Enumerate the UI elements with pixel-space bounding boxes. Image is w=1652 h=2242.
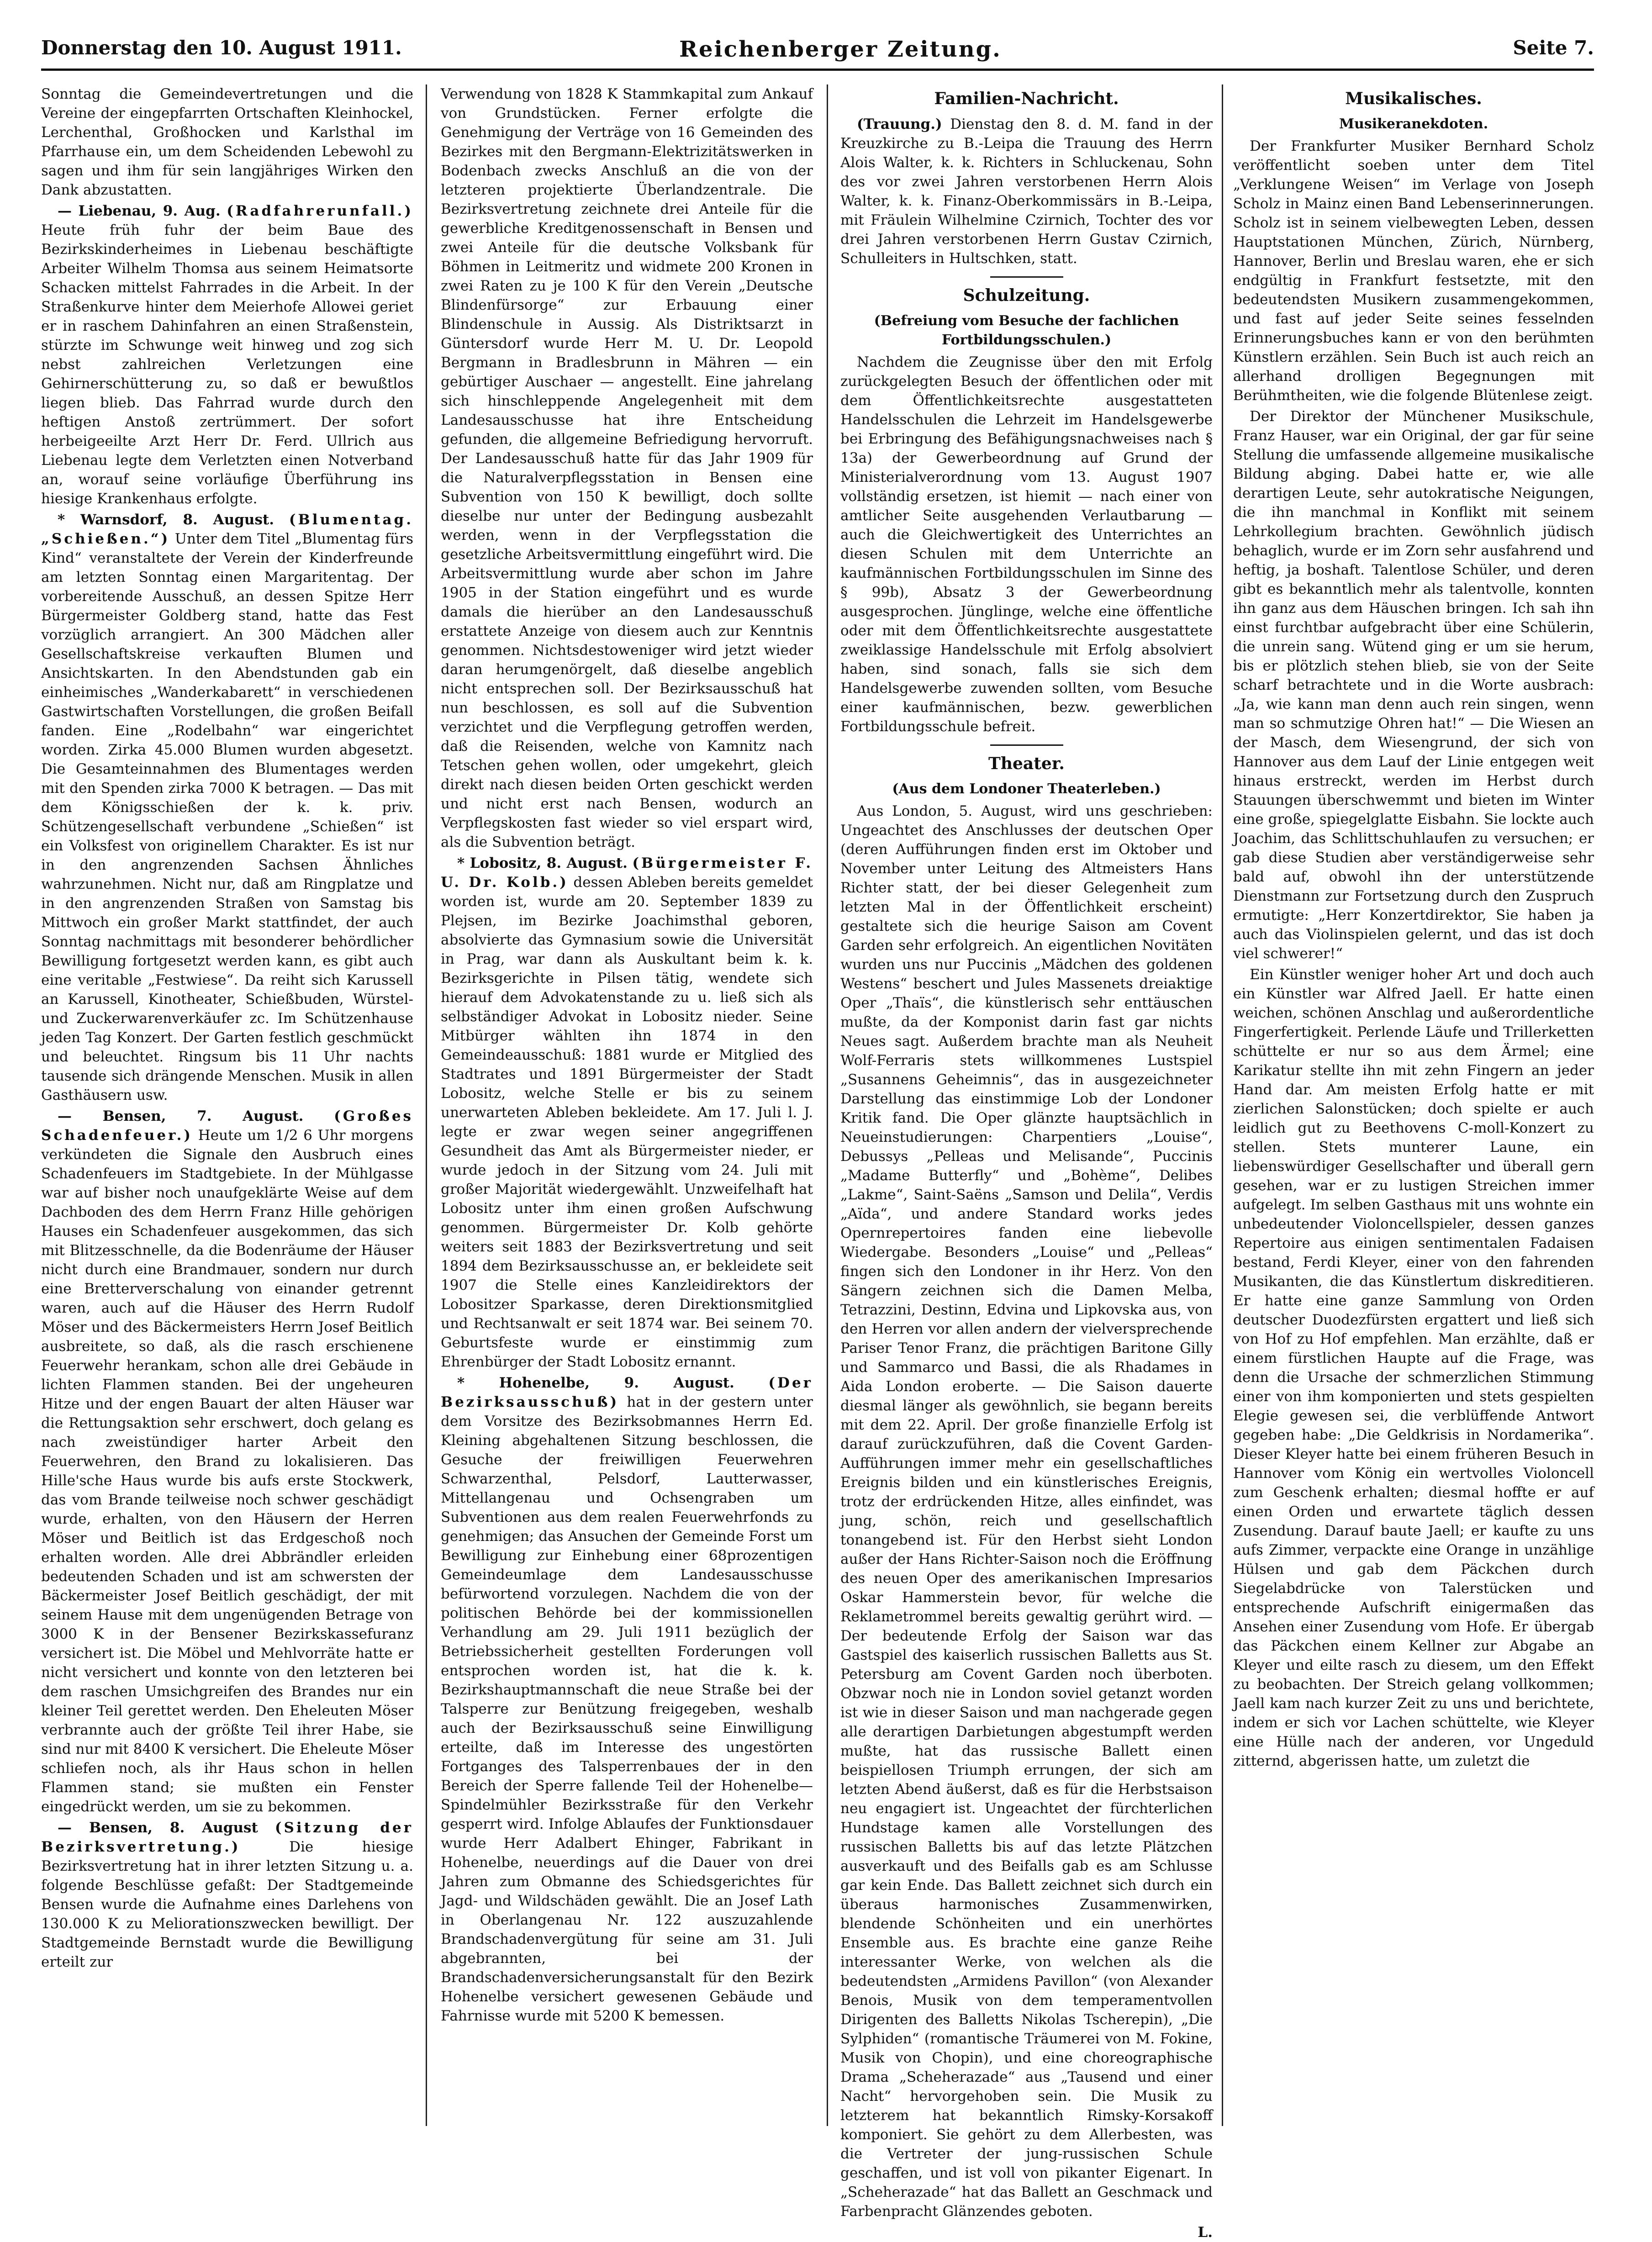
- article-text: Verwendung von 1828 K Stammkapital zum Ankauf von Grundstücken. Ferner erfolgte die Genehmigung der Verträge von 16 Gemeinden des Bezirkes mit den Bergmann-Elektrizitätswerken in Bodenbach zwecks Anschluß an die von der letzteren projektierte Überlandzentrale. Die Bezirksvertretung zeichnete drei Anteile für die gewerbliche Kreditgenossenschaft in Bensen und zwei Anteile für die deutsche Volksbank für Böhmen in Leitmeritz und widmete 200 Kronen in zwei Raten zu je 100 K für den Verein „Deutsche Blindenfürsorge“ zur Erbauung einer Blindenschule in Aussig. Als Distriktsarzt in Güntersdorf wurde Herr M. U. Dr. Leopold Bergmann in Bradlesbrunn in Mähren — ein gebürtiger Auschaer — angestellt. Eine jahrelang sich hinschleppende Angelegenheit mit dem Landesausschusse hat ihre Entscheidung gefunden, die allgemeine Befriedigung hervorruft. Der Landesausschuß hatte für das Jahr 1909 für die Naturalverpflegsstation in Bensen eine Subvention von 150 K bewilligt, doch sollte dieselbe nur unter der Bedingung ausbezahlt werden, wenn in der Verpflegsstation die gesetzliche Arbeitsvermittlung eingeführt wird. Die Arbeitsvermittlung wurde aber schon im Jahre 1905 in der Station eingeführt und es wurde damals die hierüber an den Landesausschuß erstattete Anzeige von diesem auch zur Kenntnis genommen. Nichtsdestoweniger wird jetzt wieder daran herumgenörgelt, daß dieselbe angeblich nicht entsprechen soll. Der Bezirksausschuß hat nun beschlossen, es soll auf die Subvention verzichtet und die Verpflegung getroffen werden, daß die Reisenden, welche von Kamnitz nach Tetschen gehen wollen, oder umgekehrt, gleich direkt nach diesen beiden Orten geschickt werden und nicht erst nach Bensen, wodurch an Verpflegskosten fast wieder so viel erspart wird, als die Subvention beträgt.: [441, 86, 813, 850]
- column-4: [1233, 84, 1594, 2126]
- article: [41, 1107, 413, 1816]
- article-title: (Bürgermeister F. U. Dr. Kolb.): [441, 855, 813, 891]
- article: [41, 1818, 413, 1972]
- article-title: (Großes Schadenfeuer.): [41, 1108, 413, 1144]
- article-title: (Befreiung vom Besuche der fachlichen Fortbildungsschulen.): [874, 313, 1179, 348]
- article-text: Heute um 1/2 6 Uhr morgens verkündeten die Signale den Ausbruch eines Schadenfeuers im Stadtgebiete. In der Mühlgasse war auf bisher noch unaufgeklärte Weise auf dem Dachboden des dem Herrn Franz Hille gehörigen Hauses ein Schadenfeuer ausgekommen, das sich mit Blitzesschnelle, da die Bodenräume der Häuser nicht durch eine Brandmauer, sondern nur durch eine Bretterverschalung von einander getrennt waren, auch auf die Häuser des Herrn Rudolf Möser und des Bäckermeisters Herrn Josef Beitlich ausbreitete, so daß, als die rasch erschienene Feuerwehr herankam, schon alle drei Gebäude in lichten Flammen standen. Bei der ungeheuren Hitze und der engen Bauart der alten Häuser war die Rettungsaktion sehr erschwert, doch gelang es nach zweistündiger harter Arbeit den Feuerwehren, den Brand zu lokalisieren. Das Hille'sche Haus wurde bis aufs erste Stockwerk, das vom Brande teilweise noch schwer geschädigt wurde, erhalten, von den Häusern der Herren Möser und Beitlich ist das Erdgeschoß noch erhalten worden. Alle drei Abbrändler erleiden bedeutenden Schaden und ist am schwersten der Bäckermeister Josef Beitlich geschädigt, der mit seinem Hause mit dem ungenügenden Betrage von 3000 K in der Bensener Bezirkskassefuranz versichert ist. Die Möbel und Mehlvorräte hatte er nicht versichert und konnte von den letzteren bei dem raschen Umsichgreifen des Brandes nur ein kleiner Teil gerettet werden. Den Eheleuten Möser verbrannte auch der größte Teil ihrer Habe, sie sind nur mit 8400 K versichert. Die Eheleute Möser schliefen noch, als ihr Haus schon in hellen Flammen stand; sie mußten ein Fenster eingedrückt werden, um sie zu bekommen.: [41, 1127, 413, 1815]
- article-dateline: * Warnsdorf, 8. August.: [58, 512, 274, 528]
- article-title: (Aus dem Londoner Theaterleben.): [892, 781, 1161, 797]
- column-divider: [1222, 84, 1223, 2126]
- article: [41, 510, 413, 1105]
- article-title: (Radfahrerunfall.): [227, 203, 414, 219]
- article-text: Heute früh fuhr der beim Baue des Bezirkskinderheimes in Liebenau beschäftigte Arbeiter Wilhelm Thomsa aus seinem Heimatsorte Schacken mittelst Fahrrades in die Arbeit. In der Straßenkurve hinter dem Meierhofe Allowei geriet er in raschem Dahinfahren an einen Straßenstein, stürzte im Schwunge weit hinweg und zog sich nebst zahlreichen Verletzungen eine Gehirnerschütterung zu, so daß er bewußtlos liegen blieb. Das Fahrrad wurde durch den heftigen Anstoß zertrümmert. Der sofort herbeigeeilte Arzt Herr Dr. Ferd. Ullrich aus Liebenau legte dem Verletzten einen Notverband an, worauf seine vorläufige Überführung ins hiesige Krankenhaus erfolgte.: [41, 222, 413, 507]
- article-text: Unter dem Titel „Blumentag fürs Kind“ veranstaltete der Verein der Kinderfreunde am letzten Sonntag einen Margaritentag. Der vorbereitende Ausschuß, an dessen Spitze Herr Bürgermeister Goldberg stand, hatte das Fest vorzüglich arrangiert. An 300 Mädchen aller Gesellschaftskreise verkauften Blumen und Ansichtskarten. In den Abendstunden gab ein einheimisches „Wanderkabarett“ in verschiedenen Gastwirtschaften Vorstellungen, die großen Beifall fanden. Eine „Rodelbahn“ war eingerichtet worden. Zirka 45.000 Blumen wurden abgesetzt. Die Gesamteinnahmen des Blumentages werden mit den Spenden zirka 7000 K betragen. — Das mit dem Königsschießen der k. k. priv. Schützengesellschaft verbundene „Schießen“ ist ein Volksfest von originellem Charakter. Es ist nur in den angrenzenden Sachsen Ähnliches wahrzunehmen. Nicht nur, daß am Ringplatze und in den angrenzenden Straßen von Samstag bis Mittwoch ein großer Markt stattfindet, der auch Sonntag nachmittags mit besonderer behördlicher Bewilligung fortgesetzt werden kann, es gibt auch eine veritable „Festwiese“. Da reiht sich Karussell an Karussell, Kinotheater, Schießbuden, Würstel- und Zuckerwarenverkäufer zc. Im Schützenhause jeden Tag Konzert. Der Garten festlich geschmückt und beleuchtet. Ringsum bis 11 Uhr nachts tausende sich drängende Menschen. Musik in allen Gasthäusern usw.: [41, 531, 414, 1103]
- section-heading-school: Schulzeitung.: [963, 286, 1090, 305]
- page-number: Seite 7.: [1513, 37, 1594, 59]
- article-dateline: * Lobositz, 8. August.: [457, 855, 628, 871]
- article-text: Aus London, 5. August, wird uns geschrieben: Ungeachtet des Anschlusses der deutschen Oper (deren Aufführungen finden erst im Oktober und November unter Leitung des Altmeisters Hans Richter statt, der bei dieser Gelegenheit zum letzten Mal in der Öffentlichkeit erscheint) gestaltete sich die heurige Saison am Covent Garden sehr erfolgreich. An eigentlichen Novitäten wurden uns nur Puccinis „Mädchen des goldenen Westens“ beschert und Jules Massenets dreiaktige Oper „Thaïs“, die künstlerisch sehr enttäuschen mußte, da der Komponist darin fast gar nichts Neues sagt. Außerdem brachte man als Neuheit Wolf-Ferraris stets willkommenes Lustspiel „Susannens Geheimnis“, das in ausgezeichneter Darstellung das einstimmige Lob der Londoner Kritik fand. Die Oper glänzte hauptsächlich in Neueinstudierungen: Charpentiers „Louise“, Debussys „Pelleas und Melisande“, Puccinis „Madame Butterfly“ und „Bohème“, Delibes „Lakme“, Saint-Saëns „Samson und Delila“, Verdis „Aïda“, und andere Standard works jedes Opernrepertoires fanden eine liebevolle Wiedergabe. Besonders „Louise“ und „Pelleas“ fingen sich den Londoner in ihr Herz. Von den Sängern zeichnen sich die Damen Melba, Tetrazzini, Destinn, Edvina und Lipkovska aus, von den Herren vor allen andern der vielversprechende Pariser Tenor Franz, die prächtigen Baritone Gilly und Sammarco und Bassi, die als Rhadames in Aida London eroberte. — Die Saison dauerte diesmal länger als gewöhnlich, sie begann bereits mit dem 22. April. Der große finanzielle Erfolg ist darauf zurückzuführen, daß die Covent Garden-Aufführungen immer mehr ein gesellschaftliches Ereignis bilden und ein künstlerisches Ereignis, trotz der erdrückenden Hitze, alles einfindet, was jung, schön, reich und gesellschaftlich tonangebend ist. Für den Herbst sieht London außer der Hans Richter-Saison noch die Eröffnung des neuen Oper des amerikanischen Impresarios Oskar Hammerstein bevor, für welche die Reklametrommel bereits gewaltig gerührt wird. — Der bedeutende Erfolg der Saison war das Gastspiel des kaiserlich russischen Balletts aus St. Petersburg am Covent Garden noch überboten. Obzwar noch nie in London soviel getanzt worden ist wie in dieser Saison und man nachgerade gegen alle derartigen Darbietungen abgestumpft werden mußte, hat das russische Ballett einen beispiellosen Triumph errungen, der sich am letzten Abend äußerst, daß es für die Herbstsaison neu engagiert ist. Ungeachtet der fürchterlichen Hundstage kamen alle Vorstellungen des russischen Balletts bis auf das letzte Plätzchen ausverkauft und des Beifalls gab es am Schlusse gar kein Ende. Das Ballett zeichnet sich durch ein überaus harmonisches Zusammenwirken, blendende Schönheiten und ein unerhörtes Ensemble aus. Es brachte eine ganze Reihe interessanter Werke, von welchen als die bedeutendsten „Armidens Pavillon“ (von Alexander Benois, Musik von dem temperamentvollen Dirigenten des Balletts Nikolas Tscherepin), „Die Sylphiden“ (romantische Träumerei von M. Fokine, Musik von Chopin), und eine choreographische Drama „Scheherazade“ aus „Tausend und einer Nacht“ hervorgehoben sein. Die Musik zu letzterem hat bekanntlich Rimsky-Korsakoff komponiert. Sie gehört zu dem Allerbesten, was die Vertreter der jung-russischen Schule geschaffen, und ist voll von pikanter Eigenart. In „Scheherazade“ hat das Ballett an Geschmack und Farbenpracht Glänzendes geboten.: [840, 803, 1213, 2220]
- masthead-rule: [41, 69, 1594, 71]
- article-dateline: — Bensen, 7. August.: [58, 1108, 304, 1124]
- article-text: Ein Künstler weniger hoher Art und doch auch ein Künstler war Alfred Jaell. Er hatte einen weichen, schönen Anschlag und außerordentliche Fingerfertigkeit. Perlende Läufe und Trillerketten schüttelte er nur so aus dem Ärmel; eine Karikatur stellte ihn mit zehn Fingern an jeder Hand dar. Am meisten Erfolg hatte er mit zierlichen Salonstücken; doch spielte er auch leidlich gut zu Beethovens C-moll-Konzert zu stellen. Stets munterer Laune, ein liebenswürdiger Gesellschafter und überall gern gesehen, war er zu lustigen Streichen immer aufgelegt. Im selben Gasthaus mit uns wohnte ein unbedeutender Violoncellspieler, dessen ganzes Repertoire aus einigen sentimentalen Fadaisen bestand, Ferdi Kleyer, einer von den fahrenden Musikanten, die das Künstlertum diskreditieren. Er hatte eine ganze Sammlung von Orden deutscher Duodezfürsten ergattert und ließ sich von Hof zu Hof empfehlen. Man erzählte, daß er einem fürstlichen Haupte auf die Frage, was denn die Ursache der schmerzlichen Stimmung einer von ihm komponierten und stets gespielten Elegie gewesen sei, die verblüffende Antwort gegeben habe: „Die Geldkrisis in Nordamerika“. Dieser Kleyer hatte bei einem früheren Besuch in Hannover vom König ein wertvolles Violoncell zum Geschenk erhalten; diesmal hoffte er auf einen Orden und erwartete täglich dessen Zusendung. Darauf baute Jaell; er kaufte zu uns aufs Zimmer, verpackte eine Orange in unzählige Hülsen und gab dem Päckchen durch Siegelabdrücke von Talerstücken und entsprechende Aufschrift einigermaßen das Ansehen einer Zusendung vom Hofe. Er übergab das Päckchen einem Kellner zur Abgabe an Kleyer und eilte rasch zu diesem, um den Effekt zu beobachten. Der Streich gelang vollkommen; Jaell kam nach kurzer Zeit zu uns und berichtete, indem er sich vor Lachen schüttelte, wie Kleyer eine Hülle nach der anderen, vor Ungeduld zitternd, abgerissen hatte, um zuletzt die: [1233, 966, 1594, 1769]
- article-title: (Trauung.): [857, 116, 942, 132]
- article-text: Sonntag die Gemeindevertretungen und die Vereine der eingepfarrten Ortschaften Kleinhockel, Lerchenthal, Großhocken und Karlsthal im Pfarrhause ein, um dem Scheidenden Lebewohl zu sagen und ihm für sein langjähriges Wirken den Dank abzustatten.: [41, 86, 413, 198]
- article-dateline: — Bensen, 8. August: [58, 1820, 258, 1836]
- article-text: Der Frankfurter Musiker Bernhard Scholz veröffentlicht soeben unter dem Titel „Verklungene Weisen“ im Verlage von Joseph Scholz in Mainz einen Band Lebenserinnerungen. Scholz ist in seinem vielbewegten Leben, dessen Hauptstationen München, Zürich, Nürnberg, Hannover, Berlin und Breslau waren, ehe er sich endgültig in Frankfurt festsetzte, mit den bedeutendsten Musikern zusammengekommen, und fast auf jeder Seite seines fesselnden Erinnerungsbuches kann er von den berühmten Künstlern erzählen. Sein Buch ist auch reich an allerhand drolligen Begegnungen mit Berühmtheiten, wie die folgende Blütenlese zeigt.: [1233, 138, 1594, 404]
- article-text: Dienstag den 8. d. M. fand in der Kreuzkirche zu B.-Leipa die Trauung des Herrn Alois Walter, k. k. Richters in Schluckenau, Sohn des vor zwei Jahren verstorbenen Herrn Alois Walter, k. k. Finanz-Oberkommissärs in B.-Leipa, mit Fräulein Wilhelmine Czirnich, Tochter des vor drei Jahren verstorbenen Herrn Gustav Czirnich, Schulleiters in Hultschken, statt.: [840, 116, 1213, 267]
- section-heading-family: Familien-Nachricht.: [934, 89, 1119, 108]
- section-divider: [990, 276, 1063, 278]
- newspaper-title: Reichenberger Zeitung.: [679, 37, 1002, 62]
- article-title: Musikeranekdoten.: [1339, 116, 1488, 132]
- article: [441, 1373, 813, 2026]
- article-text: hat in der gestern unter dem Vorsitze des Bezirksobmannes Herrn Ed. Kleining abgehaltenen Sitzung beschlossen, die Gesuche der freiwilligen Feuerwehren Schwarzenthal, Pelsdorf, Lautterwasser, Mittellangenau und Ochsengraben um Subventionen aus dem realen Feuerwehrfonds zu genehmigen; das Ansuchen der Gemeinde Forst um Bewilligung zur Einhebung einer 68prozentigen Gemeindeumlage dem Landesausschusse befürwortend vorzulegen. Nachdem die von der politischen Behörde bei der kommissionellen Verhandlung am 29. Juli 1911 bezüglich der Betriebssicherheit gestellten Forderungen voll entsprochen worden ist, hat die k. k. Bezirkshauptmannschaft die neue Straße bei der Talsperre zur Benützung freigegeben, weshalb auch der Bezirksausschuß seine Einwilligung erteilte, daß im Interesse des ungestörten Fortganges des Talsperrenbaues der in den Bereich der Sperre fallende Teil der Hohenelbe—Spindelmühler Bezirksstraße für den Verkehr gesperrt wird. Infolge Ablaufes der Funktionsdauer wurde Herr Adalbert Ehinger, Fabrikant in Hohenelbe, neuerdings auf die Dauer von drei Jahren zum Obmanne des Schiedsgerichtes für Jagd- und Wildschäden gewählt. Die an Josef Lath in Oberlangenau Nr. 122 auszuzahlende Brandschadenvergütung für seine am 31. Juli abgebrannten, bei der Brandschadenversicherungsanstalt für den Bezirk Hohenelbe versichert gewesenen Gebäude und Fahrnisse wurde mit 5200 K bemessen.: [441, 1394, 813, 2024]
- section-heading-music: Musikalisches.: [1345, 89, 1482, 108]
- newspaper-page: [41, 18, 1594, 2241]
- section-heading-theater: Theater.: [988, 754, 1065, 773]
- article: [441, 854, 813, 1372]
- column-divider: [827, 84, 828, 2126]
- section-divider: [990, 744, 1063, 746]
- article-dateline: — Liebenau, 9. Aug.: [58, 203, 221, 219]
- article-title: (Der Bezirksausschuß): [441, 1375, 813, 1410]
- article-text: Die hiesige Bezirksvertretung hat in ihrer letzten Sitzung u. a. folgende Beschlüsse gefaßt: Der Stadtgemeinde Bensen wurde die Aufnahme eines Darlehens von 130.000 K zu Meliorationszwecken bewilligt. Der Stadtgemeinde Bernstadt wurde die Bewilligung erteilt zur: [41, 1839, 413, 1970]
- article-dateline: * Hohenelbe, 9. August.: [457, 1375, 734, 1391]
- column-3: [840, 84, 1213, 2241]
- article-title: (Blumentag. „Schießen.“): [41, 512, 414, 547]
- author-signature: L.: [1198, 2224, 1213, 2241]
- article-title: (Sitzung der Bezirksvertretung.): [41, 1820, 414, 1855]
- article-text: Nachdem die Zeugnisse über den mit Erfolg zurückgelegten Besuch der öffentlichen oder mit dem Öffentlichkeitsrechte ausgestatteten Handelsschulen die Lehrzeit im Handelsgewerbe bei Erbringung des Befähigungsnachweises nach § 13a) der Gewerbeordnung auf Grund der Ministerialverordnung vom 13. August 1907 vollständig ersetzen, ist hiemit — nach einer von amtlicher Seite ausgehenden Verlautbarung — auch die Gleichwertigkeit des Unterrichtes an diesen Schulen mit dem Unterrichte an kaufmännischen Fortbildungsschulen im Sinne des § 99b), Absatz 3 der Gewerbeordnung ausgesprochen. Jünglinge, welche eine öffentliche oder mit dem Öffentlichkeitsrechte ausgestattete zweiklassige Handelsschule mit Erfolg absolviert haben, sind sonach, falls sie sich dem Handelsgewerbe zuwenden sollten, vom Besuche einer kaufmännischen, bezw. gewerblichen Fortbildungsschule befreit.: [840, 354, 1213, 735]
- article-text: Der Direktor der Münchener Musikschule, Franz Hauser, war ein Original, der gar für seine Stellung die umfassende allgemeine musikalische Bildung abging. Dabei hatte er, wie alle derartigen Leute, sehr autokratische Neigungen, die ihn manchmal in Konflikt mit seinem Lehrkollegium brachten. Gewöhnlich jüdisch behaglich, wurde er im Zorn sehr ausfahrend und heftig, ja boshaft. Talentlose Schüler, und deren gibt es bekanntlich mehr als talentvolle, konnten ihn ganz aus dem Häuschen bringen. Ich sah ihn einst furchtbar aufgebracht über eine Schülerin, die unrein sang. Wütend ging er um sie herum, bis er plötzlich stehen blieb, sie von der Seite scharf betrachtete und in die Worte ausbrach: „Ja, wie kann man denn auch rein singen, wenn man so schmutzige Ohren hat!“ — Die Wiesen an der Masch, dem Wiesengrund, der sich von Hannover aus dem Lauf der Linie entgegen weit hinaus erstreckt, werden im Herbst durch Stauungen überschwemmt und bieten im Winter eine große, spiegelglatte Eisbahn. Sie lockte auch Joachim, das Schlittschuhlaufen zu versuchen; er gab diese Studien aber verständigerweise sehr bald auf, obwohl ihn der unterstützende Dienstmann zur Fortsetzung durch den Zuspruch ermutigte: „Herr Konzertdirektor, Sie haben ja auch das Violinspielen gelernt, und das ist doch viel schwerer!“: [1233, 408, 1594, 962]
- column-divider: [426, 84, 427, 2126]
- article: [840, 115, 1213, 268]
- issue-date: Donnerstag den 10. August 1911.: [41, 37, 402, 59]
- article: [41, 201, 413, 508]
- masthead: [41, 18, 1594, 69]
- article-text: dessen Ableben bereits gemeldet worden ist, wurde am 20. September 1839 zu Plejsen, im Bezirke Joachimsthal geboren, absolvierte das Gymnasium sowie die Universität in Prag, war dann als Auskultant beim k. k. Bezirksgerichte in Pilsen tätig, wendete sich hierauf dem Advokatenstande zu u. ließ sich als selbständiger Advokat in Lobositz nieder. Seine Mitbürger wählten ihn 1874 in den Gemeindeausschuß: 1881 wurde er Mitglied des Stadtrates und 1891 Bürgermeister der Stadt Lobositz, welche Stelle er bis zu seinem unerwarteten Ableben bekleidete. Am 17. Juli l. J. legte er zwar wegen seiner angegriffenen Gesundheit das Amt als Bürgermeister nieder, er wurde jedoch in der Sitzung vom 24. Juli mit großer Majorität wiedergewählt. Unzweifelhaft hat Lobositz unter ihm einen großen Aufschwung genommen. Bürgermeister Dr. Kolb gehörte weiters seit 1883 der Bezirksvertretung und seit 1894 dem Bezirksausschusse an, er bekleidete seit 1907 die Stelle eines Kanzleidirektors der Lobositzer Sparkasse, deren Direktionsmitglied und Rechtsanwalt er seit 1874 war. Bei seinem 70. Geburtsfeste wurde er einstimmig zum Ehrenbürger der Stadt Lobositz ernannt.: [441, 874, 813, 1370]
- column-1: [41, 84, 413, 2126]
- column-2: [441, 84, 813, 2126]
